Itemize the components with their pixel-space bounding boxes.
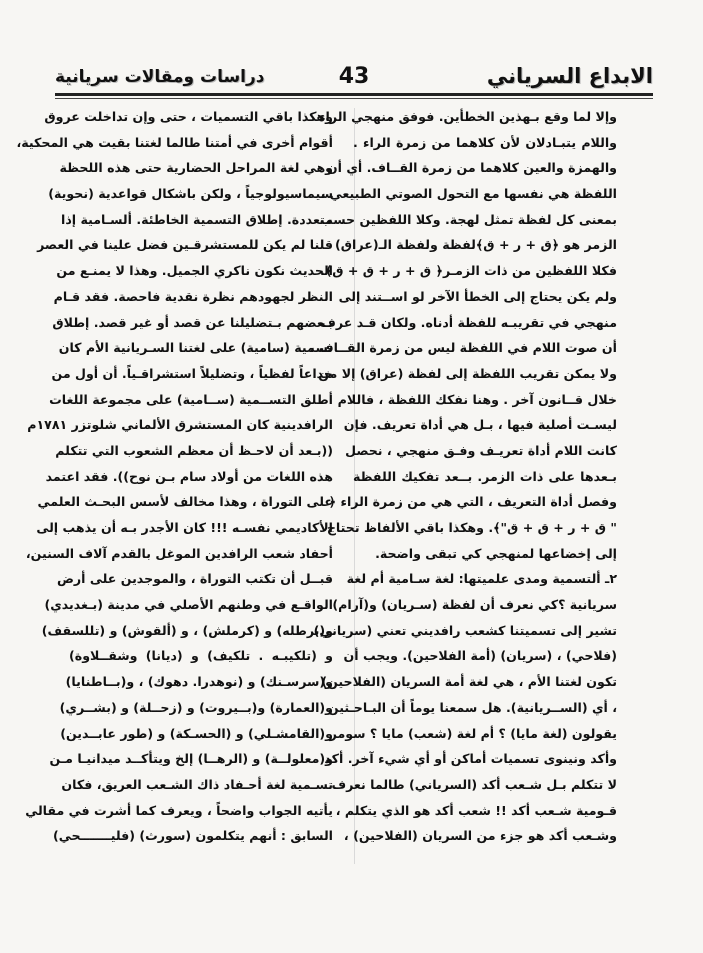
text-line: و(برطله) و (كرملش) ، و (ألقوش) و (تللسقف) [41, 622, 333, 638]
text-line: بـعدها على ذات الزمر. بــعد تفكيك اللفظة [353, 468, 617, 484]
text-line: وإلا لما وقع بـهذين الخطأين. فوفق منهجي الراء [319, 109, 617, 124]
text-line: الأكاديمي نفسـه !!! كان الأجدر بـه أن يذهب إلى [36, 520, 333, 535]
text-line: أقوام أخرى في أمتنا طالما لغتنا بقيت هي المحكية، [16, 134, 333, 150]
text-line: الحديث نكون ناكري الجميل. وهذا لا يمنـع من [56, 263, 333, 279]
text-line: الرافدينية كان المستشرق الألماني شلوتزر ١٧٨١م [27, 417, 333, 433]
text-line: وهي لغة المراحل الحضارية حتى هذه اللحظة [59, 160, 333, 176]
text-line: قلنا لم يكن للمستشرقـين فضل علينا في العصر [37, 237, 333, 253]
text-line: سريانية ؟كي نعرف أن لفظة (سـريان) و(آرام) [332, 597, 617, 613]
text-line: إلى إخضاعها لمنهجي كي تبقى واضحة. [375, 545, 617, 561]
text-line: بمعنى كل لفظة تمثل لهجة. وكلا اللفظين حسب [319, 211, 617, 227]
text-line: (فلاحي) ، (سريان) (أمة الفلاحين). ويجب أن [343, 648, 617, 664]
text-line: و(سرسـنك) و (نوهدرا. دهوك) ، و(بــاطنايا) [65, 674, 333, 690]
text-line: وأكد ونينوى تسميات أماكن أو أي شيء آخر. أكد [324, 751, 617, 767]
text-line: و(العمارة) و(بــيروت) و (زحــلة) و (بشــري) [59, 699, 333, 715]
text-line: النظر لجهودهم نظرة نقدية فاحصة. فقد قـام [53, 288, 333, 304]
text-line: قـومية شـعب أكد !! شعب أكد هو الذي يتكلم ، [335, 802, 617, 818]
text-line: تسمية (سامية) على لغتنا السـريانية الأم كان [58, 340, 333, 356]
section-title: دراسات ومقالات سريانية [55, 67, 265, 87]
header-rule [55, 93, 653, 96]
text-line: و (تلكيبـه . تلكيف) و (ديانا) وشقــلاوة) [69, 648, 333, 664]
text-line: و(معلولــة) و (الرهــا) إلخ ويتأكــد ميدانيـا مـن [49, 751, 333, 767]
text-line: ولم يكن يحتاج إلى الخطأ الآخر لو اســتند إلى [338, 288, 617, 304]
text-line: ولا يمكن تقريب اللفظة إلى لفظة (عراق) إلا من [318, 365, 617, 381]
header-rule-thin [55, 98, 653, 99]
text-line: واللام يتبـادلان لأن كلاهما من زمرة الراء . [353, 134, 617, 150]
text-line: سيماسيولوجياً ، ولكن باشكال قواعدية (نحوية) [48, 186, 333, 202]
text-line: اللفظة هي نفسها مع التحول الصوتي الطبيعي ، [320, 186, 617, 202]
text-line: خلال قــانون آخر . وهنا نفكك اللفظة ، فاللام [337, 391, 617, 407]
text-line: و(القامشـلي) و (الحسـكة) و (طور عابــدين) [60, 725, 333, 741]
text-line: هذه اللغات من أولاد سام بـن نوح)). فقد اعتمد [45, 468, 333, 484]
text-line: تكون لغتنا الأم ، هي لغة أمة السريان (الفلاحين) [321, 674, 617, 690]
text-line: بـعضهم بـتضليلنا عن قصد أو غير قصد. إطلاق [52, 314, 333, 330]
text-line: فكلا اللفظين من ذات الزمـر﴿ ق + ر + ق + ق﴾. [320, 263, 617, 279]
text-line: كانت اللام أداة تعريـف وفـق منهجي ، نحصل [345, 442, 617, 458]
text-line: ((بـعد أن لاحـظ أن معظم الشعوب التي تتكلم [55, 442, 333, 458]
text-line: يقولون (لغة مايا) ؟ أم لغة (شعب) مايا ؟ سومر [329, 725, 617, 741]
text-line: يأتيه الجواب واضحاً ، ويعرف كما أشرت في مقالي [25, 802, 333, 818]
text-line: ليسـت أصلية فيها ، بـل هي أداة تعريف. فإن [343, 417, 617, 433]
text-line: " ق + ر + ق + ق"﴾. وهكذا باقي الألفاظ تحتاج [326, 520, 617, 535]
text-line: والهمزة والعين كلاهما من زمرة القــاف. أي أن [326, 160, 617, 176]
text-line: على التوراة ، وهذا مخالف لأسس البحـث العلمي [37, 494, 333, 510]
text-line: لا تتكلم بـل شـعب أكد (السرياني) طالما نعرف [331, 776, 617, 792]
page-number: 43 [338, 64, 370, 89]
text-line: أن صوت اللام في اللفظة ليس من زمرة القــاف ، [309, 340, 617, 356]
text-line: تشير إلى تسميتنا كشعب رافديني تعني (سرياني) [313, 622, 617, 638]
text-line: خداعاً لفظياً ، وتضليلاً استشراقـياً. أن أول من [51, 365, 333, 381]
text-line: قبــل أن تكتب التوراة ، والموجدين على أرض [56, 571, 333, 587]
text-line: أطلق التســمية (ســامية) على مجموعة اللغات [49, 391, 333, 407]
text-line: متعددة. إطلاق التسمية الخاطئة. ألسـامية إذا [61, 211, 333, 227]
text-line: تسـمية لغة أحـفاد ذاك الشـعب العريق، فكان [61, 776, 333, 792]
article-column-left [16, 104, 333, 849]
magazine-title: الابداع السرياني [486, 64, 653, 88]
text-line: السابق : أنهم يتكلمون (سورث) (فليـــــــحي) [53, 828, 333, 844]
text-line: وشـعب أكد هو جزء من السريان (الفلاحين) ، [343, 828, 617, 844]
text-line: وفصل أداة التعريف ، التي هي من زمرة الراء ﴿ [328, 494, 617, 510]
text-line: ٢ـ ألتسمية ومدى علميتها: لغة سـامية أم لغة [346, 571, 617, 587]
text-line: ، أي (الســريانية). هل سمعنا يوماً أن البـاحـثين [327, 699, 617, 715]
text-line: أحفاد شعب الرافدين الموغل بالقدم آلاف السنين، [25, 545, 333, 561]
article-column-right [309, 104, 617, 849]
text-line: الزمر هو ﴿ق + ر + ق﴾لفظة ولفظة الـ(عراق) [335, 237, 617, 253]
text-line: وهكذا باقي التسميات ، حتى وإن تداخلت عروق [44, 109, 333, 124]
text-line: الواقـع في وطنهم الأصلي في مدينة (بـغديدي) [44, 597, 333, 613]
text-line: منهجي في تقريبـه للفظة أدناه. ولكان قـد عرف [321, 314, 617, 330]
